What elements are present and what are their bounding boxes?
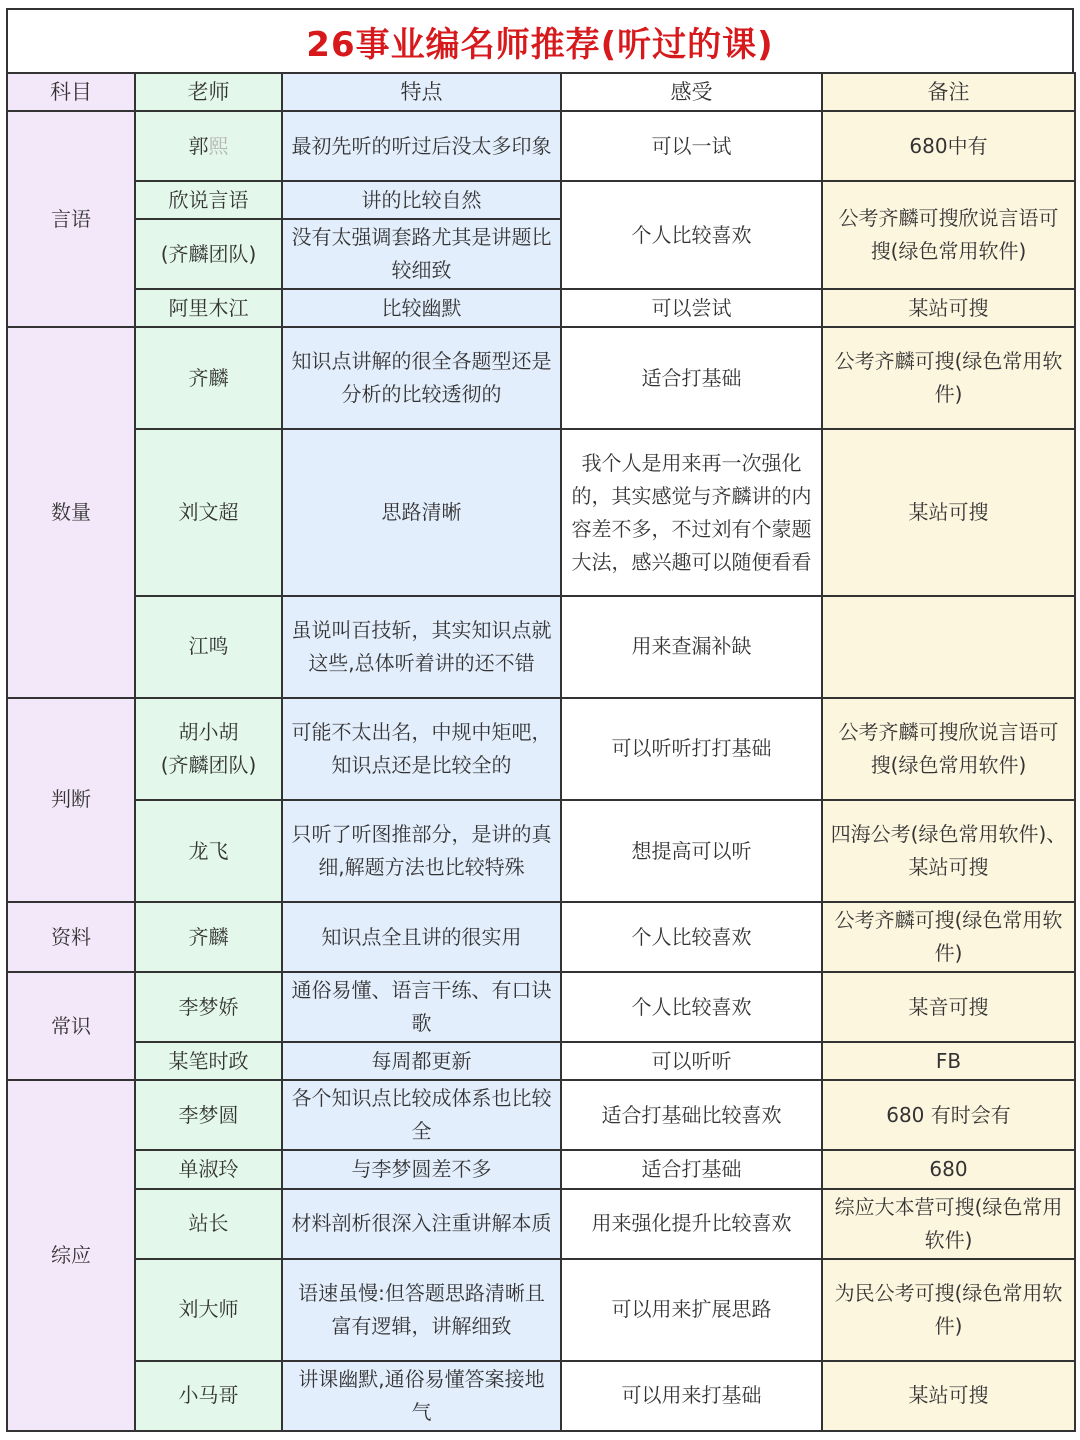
table-row xyxy=(7,1189,1075,1259)
subject-cell: 综应 xyxy=(7,1080,135,1431)
subject-cell: 数量 xyxy=(7,327,135,698)
teacher-cell: 齐麟 xyxy=(135,902,282,972)
header-feature: 特点 xyxy=(282,73,561,111)
teacher-cell: (齐麟团队) xyxy=(135,219,282,289)
subject-cell: 资料 xyxy=(7,902,135,972)
feature-cell: 与李梦圆差不多 xyxy=(282,1150,561,1188)
teacher-cell: 某笔时政 xyxy=(135,1042,282,1080)
feeling-cell: 个人比较喜欢 xyxy=(561,181,822,289)
feature-cell: 材料剖析很深入注重讲解本质 xyxy=(282,1189,561,1259)
table-row xyxy=(7,800,1075,902)
table-row xyxy=(7,1150,1075,1188)
feature-cell: 语速虽慢:但答题思路清晰且富有逻辑，讲解细致 xyxy=(282,1259,561,1361)
table-row xyxy=(7,1259,1075,1361)
header-feeling: 感受 xyxy=(561,73,822,111)
note-cell: 四海公考(绿色常用软件)、某站可搜 xyxy=(822,800,1075,902)
feature-cell: 每周都更新 xyxy=(282,1042,561,1080)
note-cell: 公考齐麟可搜(绿色常用软件) xyxy=(822,902,1075,972)
feature-cell: 各个知识点比较成体系也比较全 xyxy=(282,1080,561,1150)
note-cell: 680 xyxy=(822,1150,1075,1188)
feeling-cell: 个人比较喜欢 xyxy=(561,902,822,972)
feature-cell: 通俗易懂、语言干练、有口诀歌 xyxy=(282,972,561,1042)
table-row xyxy=(7,972,1075,1042)
feeling-cell: 适合打基础比较喜欢 xyxy=(561,1080,822,1150)
note-cell: 公考齐麟可搜(绿色常用软件) xyxy=(822,327,1075,429)
feeling-cell: 可以用来打基础 xyxy=(561,1361,822,1431)
note-cell: 某站可搜 xyxy=(822,289,1075,327)
teacher-name-part: (齐麟团队) xyxy=(160,752,257,777)
feeling-cell: 用来查漏补缺 xyxy=(561,596,822,698)
feature-cell: 讲课幽默,通俗易懂答案接地气 xyxy=(282,1361,561,1431)
feature-cell: 知识点讲解的很全各题型还是分析的比较透彻的 xyxy=(282,327,561,429)
feeling-cell: 用来强化提升比较喜欢 xyxy=(561,1189,822,1259)
table-row xyxy=(7,1361,1075,1431)
note-cell: 综应大本营可搜(绿色常用软件) xyxy=(822,1189,1075,1259)
feature-cell: 知识点全且讲的很实用 xyxy=(282,902,561,972)
teacher-cell: 站长 xyxy=(135,1189,282,1259)
teacher-cell: 刘大师 xyxy=(135,1259,282,1361)
table-row xyxy=(7,289,1075,327)
note-cell: 某站可搜 xyxy=(822,429,1075,595)
note-cell: 某站可搜 xyxy=(822,1361,1075,1431)
note-cell: 某音可搜 xyxy=(822,972,1075,1042)
table-row xyxy=(7,596,1075,698)
teacher-cell: 龙飞 xyxy=(135,800,282,902)
teacher-cell: 阿里木江 xyxy=(135,289,282,327)
teacher-cell: 刘文超 xyxy=(135,429,282,595)
note-cell: 680 有时会有 xyxy=(822,1080,1075,1150)
header-subject: 科目 xyxy=(7,73,135,111)
recommendation-sheet xyxy=(6,8,1074,1432)
feature-cell: 思路清晰 xyxy=(282,429,561,595)
teacher-table xyxy=(6,72,1076,1432)
feeling-cell: 可以尝试 xyxy=(561,289,822,327)
note-cell: 680中有 xyxy=(822,111,1075,181)
teacher-cell: 欣说言语 xyxy=(135,181,282,219)
teacher-name-part: 胡小胡 xyxy=(178,719,239,744)
table-row xyxy=(7,111,1075,181)
teacher-cell: 李梦娇 xyxy=(135,972,282,1042)
note-cell xyxy=(822,596,1075,698)
feeling-cell: 可以一试 xyxy=(561,111,822,181)
feeling-cell: 个人比较喜欢 xyxy=(561,972,822,1042)
feature-cell: 没有太强调套路尤其是讲题比较细致 xyxy=(282,219,561,289)
note-cell: 公考齐麟可搜欣说言语可搜(绿色常用软件) xyxy=(822,181,1075,289)
table-row xyxy=(7,698,1075,800)
feeling-cell: 可以用来扩展思路 xyxy=(561,1259,822,1361)
teacher-cell: 小马哥 xyxy=(135,1361,282,1431)
feature-cell: 讲的比较自然 xyxy=(282,181,561,219)
feature-cell: 比较幽默 xyxy=(282,289,561,327)
teacher-name-part: 熙 xyxy=(208,133,229,158)
teacher-name-part: 郭 xyxy=(188,133,209,158)
feeling-cell: 适合打基础 xyxy=(561,327,822,429)
table-row xyxy=(7,181,1075,219)
teacher-cell: 单淑玲 xyxy=(135,1150,282,1188)
subject-cell: 言语 xyxy=(7,111,135,327)
note-cell: 为民公考可搜(绿色常用软件) xyxy=(822,1259,1075,1361)
table-row xyxy=(7,902,1075,972)
feature-cell: 可能不太出名，中规中矩吧，知识点还是比较全的 xyxy=(282,698,561,800)
feature-cell: 虽说叫百技斩，其实知识点就这些,总体听着讲的还不错 xyxy=(282,596,561,698)
table-row xyxy=(7,1080,1075,1150)
teacher-cell xyxy=(135,698,282,800)
note-cell: FB xyxy=(822,1042,1075,1080)
feeling-cell: 可以听听 xyxy=(561,1042,822,1080)
teacher-cell: 李梦圆 xyxy=(135,1080,282,1150)
feeling-cell: 我个人是用来再一次强化的，其实感觉与齐麟讲的内容差不多，不过刘有个蒙题大法，感兴趣可以随便看看 xyxy=(561,429,822,595)
page-title: 26事业编名师推荐(听过的课) xyxy=(306,24,774,65)
feeling-cell: 适合打基础 xyxy=(561,1150,822,1188)
table-row xyxy=(7,327,1075,429)
feature-cell: 只听了听图推部分，是讲的真细,解题方法也比较特殊 xyxy=(282,800,561,902)
note-cell: 公考齐麟可搜欣说言语可搜(绿色常用软件) xyxy=(822,698,1075,800)
feature-cell: 最初先听的听过后没太多印象 xyxy=(282,111,561,181)
title-banner xyxy=(6,8,1074,74)
subject-cell: 常识 xyxy=(7,972,135,1080)
feeling-cell: 想提高可以听 xyxy=(561,800,822,902)
header-note: 备注 xyxy=(822,73,1075,111)
table-row xyxy=(7,429,1075,595)
teacher-cell: 江鸣 xyxy=(135,596,282,698)
feeling-cell: 可以听听打打基础 xyxy=(561,698,822,800)
teacher-cell: 齐麟 xyxy=(135,327,282,429)
subject-cell: 判断 xyxy=(7,698,135,902)
header-row xyxy=(7,73,1075,111)
header-teacher: 老师 xyxy=(135,73,282,111)
table-row xyxy=(7,1042,1075,1080)
teacher-cell xyxy=(135,111,282,181)
